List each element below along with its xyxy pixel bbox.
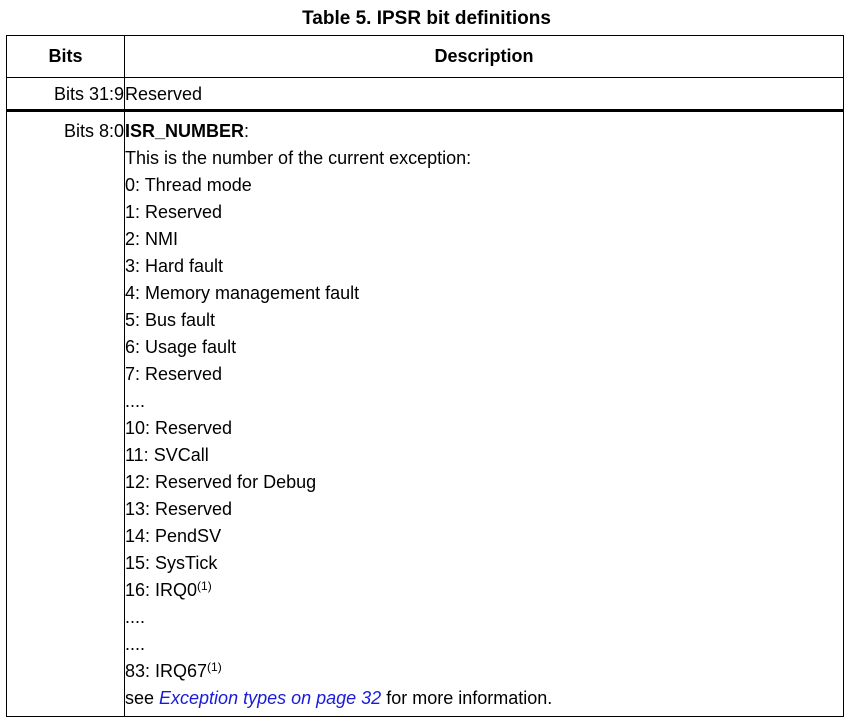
see-prefix: see (125, 688, 160, 708)
header-description: Description (125, 36, 844, 78)
exception-item: 13: Reserved (125, 499, 233, 519)
footnote-marker: (1) (197, 579, 212, 593)
exception-item: .... (125, 391, 146, 411)
table-row (7, 78, 844, 111)
exception-item: .... (125, 607, 146, 627)
exception-item: 12: Reserved for Debug (125, 472, 317, 492)
field-name-suffix: : (244, 121, 250, 141)
exception-item: 15: SysTick (125, 553, 218, 573)
exception-list (125, 172, 843, 685)
see-also-line (125, 685, 843, 712)
irq0-label: 16: IRQ0 (125, 580, 198, 600)
see-suffix: for more information. (381, 688, 553, 708)
exception-item: 14: PendSV (125, 526, 222, 546)
table-header-row (7, 36, 844, 78)
exception-item: .... (125, 634, 146, 654)
exception-types-link[interactable]: Exception types on page 32 (159, 688, 382, 708)
table-caption: Table 5. IPSR bit definitions (302, 8, 551, 29)
footnote-marker: (1) (207, 660, 222, 674)
exception-item: 5: Bus fault (125, 310, 216, 330)
ipsr-bit-definitions-table (6, 35, 844, 717)
field-name: ISR_NUMBER (125, 121, 245, 141)
exception-item: 1: Reserved (125, 202, 223, 222)
header-bits: Bits (7, 36, 125, 78)
description-text: Reserved (125, 84, 203, 104)
exception-item: 2: NMI (125, 229, 179, 249)
description-cell (125, 78, 844, 111)
bits-range: Bits 8:0 (63, 121, 124, 141)
bits-range: Bits 31:9 (53, 84, 124, 104)
bits-cell (7, 111, 125, 717)
exception-item-irq67 (125, 658, 843, 685)
exception-item-irq0 (125, 577, 843, 604)
exception-item: 6: Usage fault (125, 337, 237, 357)
description-cell (125, 111, 844, 717)
description-intro: This is the number of the current exception: (125, 148, 472, 168)
exception-item: 0: Thread mode (125, 175, 252, 195)
exception-item: 11: SVCall (125, 445, 209, 465)
exception-item: 7: Reserved (125, 364, 223, 384)
bits-cell (7, 78, 125, 111)
irq67-label: 83: IRQ67 (125, 661, 208, 681)
exception-item: 10: Reserved (125, 418, 233, 438)
exception-item: 3: Hard fault (125, 256, 224, 276)
field-name-line (125, 118, 843, 145)
table-row (7, 111, 844, 717)
exception-item: 4: Memory management fault (125, 283, 360, 303)
